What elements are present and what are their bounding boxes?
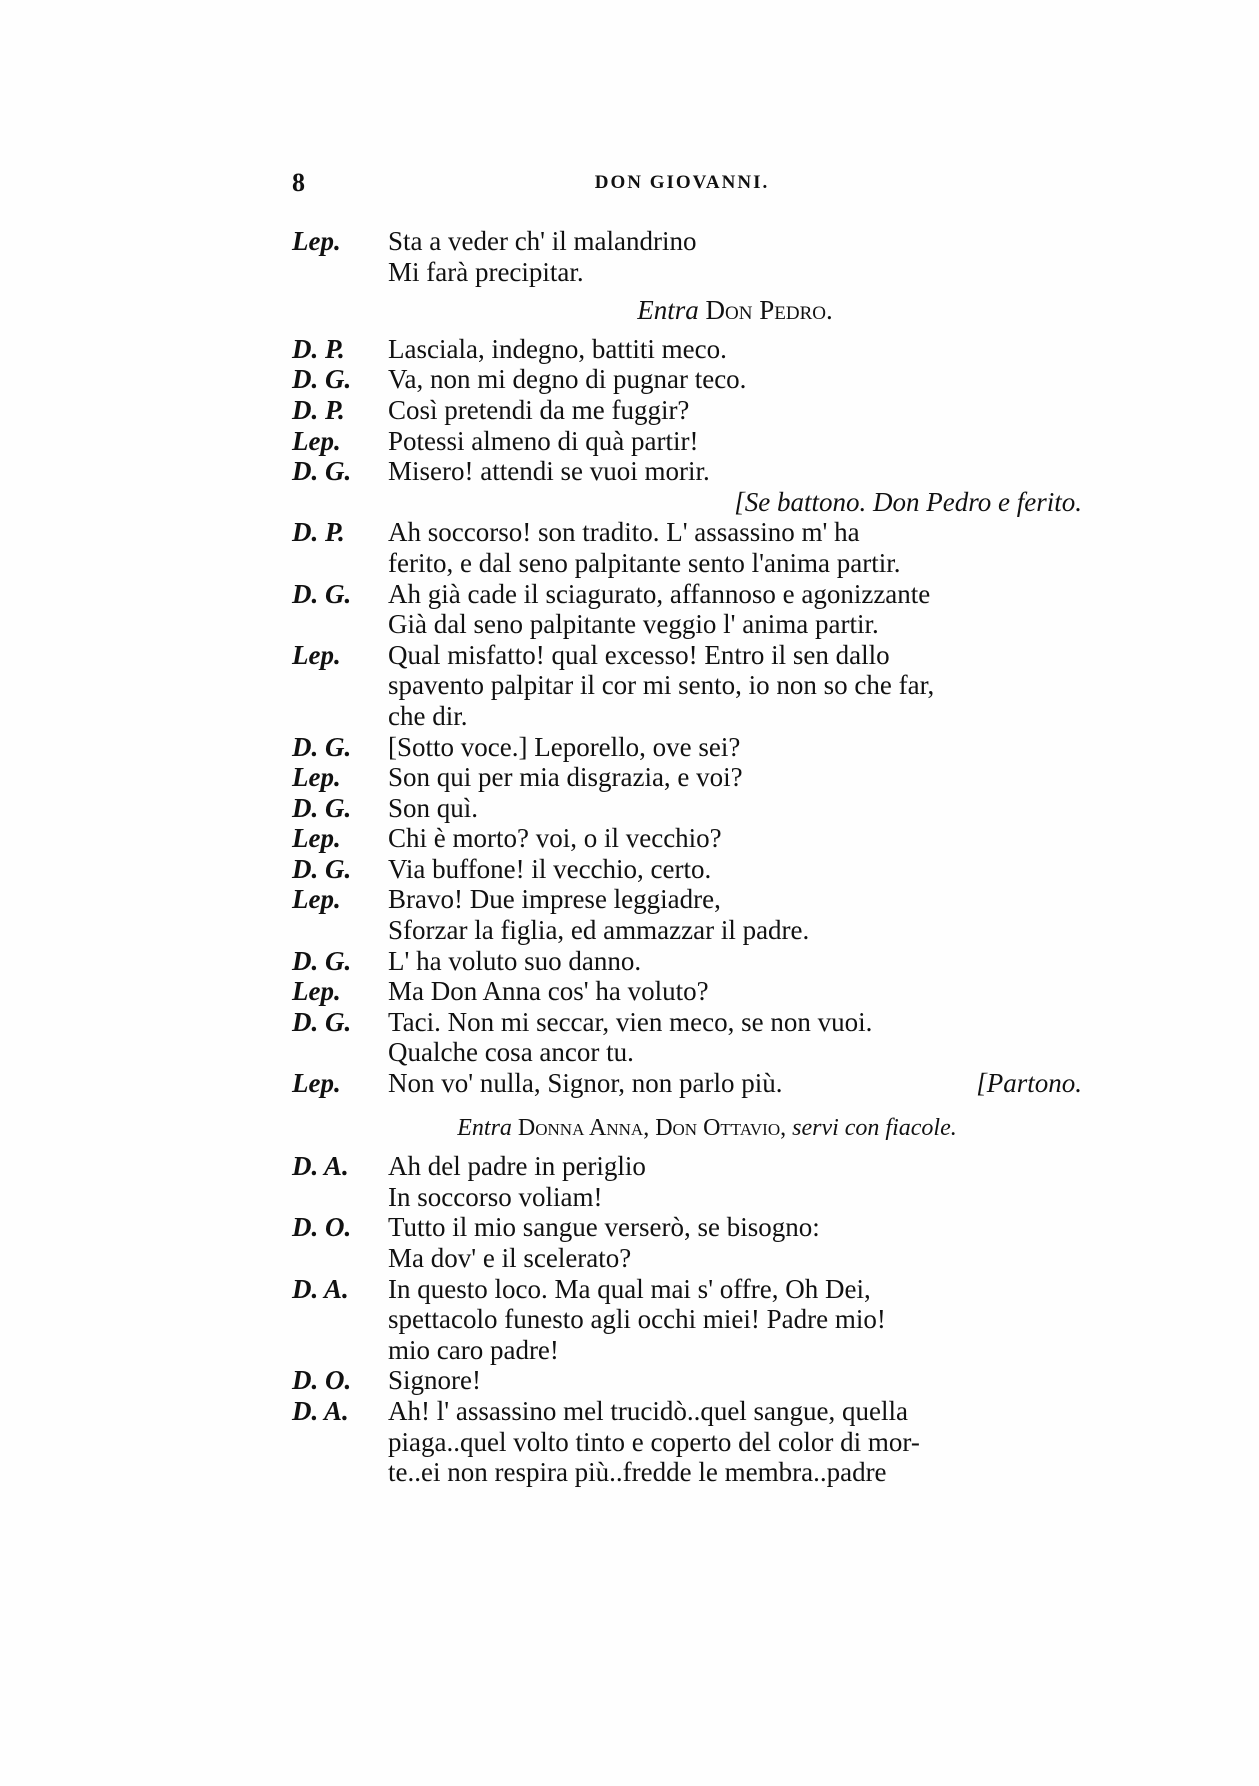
dialogue-line [292,364,1082,395]
dialogue-line [292,1274,1082,1305]
verse: Taci. Non mi seccar, vien meco, se non vuoi. [388,1006,873,1037]
speaker: D. G. [292,1006,352,1037]
speaker: Lep. [292,425,341,456]
verse: Chi è morto? voi, o il vecchio? [388,823,722,854]
verse: Ma Don Anna cos' ha voluto? [388,976,709,1007]
dialogue-line [292,226,1082,257]
dialogue-line [292,1304,1082,1335]
verse: Bravo! Due imprese leggiadre, [388,884,721,915]
dialogue-line [292,915,1082,946]
dialogue-line [292,670,1082,701]
verse: In soccorso voliam! [388,1181,603,1212]
verse: Ah! l' assassino mel trucidò..quel sangue, quella [388,1395,909,1426]
dialogue-line [292,823,1082,854]
entrance-direction [292,1113,1082,1144]
entrance-italic: Entra [457,1114,512,1141]
dialogue-line [292,456,1082,487]
dialogue-line [292,334,1082,365]
speaker: D. O. [292,1365,352,1396]
verse: In questo loco. Ma qual mai s' offre, Oh Dei, [388,1273,871,1304]
speaker: D. G. [292,945,352,976]
verse: Potessi almeno di quà partir! [388,425,699,456]
verse: Signore! [388,1365,481,1396]
dialogue-line [292,701,1082,732]
verse: Così pretendi da me fuggir? [388,394,690,425]
verse: mio caro padre! [388,1334,559,1365]
stage-direction [292,487,1082,518]
dialogue-line [292,257,1082,288]
verse: spettacolo funesto agli occhi miei! Padre mio! [388,1304,886,1335]
page-header [292,168,1072,198]
dialogue-line [292,1396,1082,1427]
dialogue-line [292,548,1082,579]
verse: Va, non mi degno di pugnar teco. [388,364,747,395]
speaker: D. P. [292,517,345,548]
speaker: D. P. [292,333,345,364]
page-number: 8 [292,168,305,197]
dialogue-line [292,579,1082,610]
dialogue-line [292,517,1082,548]
verse: Ah già cade il sciagurato, affannoso e agonizzante [388,578,931,609]
verse: che dir. [388,700,468,731]
entrance-names: Donna Anna, Don Ottavio, [517,1114,787,1141]
verse: Tutto il mio sangue verserò, se bisogno: [388,1212,820,1243]
verse: Via buffone! il vecchio, certo. [388,853,712,884]
dialogue-line [292,640,1082,671]
speaker: D. O. [292,1212,352,1243]
direction-right: [Se battono. Don Pedro e ferito. [734,486,1082,517]
stage-direction [292,295,1082,326]
speaker: D. G. [292,792,352,823]
speaker: Lep. [292,226,341,256]
speaker: Lep. [292,976,341,1007]
verse: Già dal seno palpitante veggio l' anima partir. [388,609,879,640]
verse: Ah soccorso! son tradito. L' assassino m' ha [388,517,860,548]
dialogue-line [292,609,1082,640]
libretto-text [292,226,1082,1488]
direction-italic: Entra [637,295,699,326]
verse: Lasciala, indegno, battiti meco. [388,333,727,364]
verse: Ma dov' e il scelerato? [388,1243,632,1273]
dialogue-line [292,732,1082,763]
verse: L' ha voluto suo danno. [388,945,642,976]
verse: Non vo' nulla, Signor, non parlo più. [388,1068,783,1099]
speaker: Lep. [292,884,341,915]
dialogue-line [292,1427,1082,1458]
dialogue-line [292,793,1082,824]
dialogue-line [292,976,1082,1007]
verse: piaga..quel volto tinto e coperto del color di mor- [388,1426,920,1457]
verse: Qual misfatto! qual excesso! Entro il sen dallo [388,639,890,670]
speaker: D. G. [292,456,352,487]
speaker: D. G. [292,578,352,609]
dialogue-line [292,884,1082,915]
verse: Sforzar la figlia, ed ammazzar il padre. [388,915,810,946]
verse: Ah del padre in periglio [388,1151,646,1182]
verse: ferito, e dal seno palpitante sento l'anima partir. [388,547,901,578]
direction-name: Don Pedro. [705,295,833,326]
dialogue-line [292,1243,1082,1274]
speaker: D. A. [292,1273,349,1304]
dialogue-line [292,1182,1082,1213]
running-title: DON GIOVANNI. [594,172,770,193]
dialogue-line [292,1068,1082,1099]
verse: te..ei non respira più..fredde le membra..padre [388,1457,887,1488]
speaker: D. A. [292,1395,349,1426]
verse: Mi farà precipitar. [388,256,584,287]
dialogue-line [292,854,1082,885]
speaker: D. G. [292,731,352,762]
dialogue-line [292,1037,1082,1068]
direction-right: [Partono. [976,1068,1082,1099]
dialogue-line [292,1365,1082,1396]
verse: [Sotto voce.] Leporello, ove sei? [388,731,741,762]
verse: Qualche cosa ancor tu. [388,1037,634,1068]
speaker: Lep. [292,823,341,854]
entrance-rest: servi con fiacole. [792,1114,957,1141]
verse: Son quì. [388,792,479,823]
verse: Son qui per mia disgrazia, e voi? [388,762,743,793]
dialogue-line [292,1212,1082,1243]
speaker: Lep. [292,1068,341,1099]
verse: Sta a veder ch' il malandrino [388,226,697,256]
dialogue-line [292,395,1082,426]
dialogue-line [292,946,1082,977]
speaker: D. P. [292,394,345,425]
speaker: D. G. [292,853,352,884]
speaker: Lep. [292,762,341,793]
verse: spavento palpitar il cor mi sento, io non so che far, [388,670,935,701]
dialogue-line [292,1335,1082,1366]
dialogue-line [292,1007,1082,1038]
dialogue-line [292,1457,1082,1488]
dialogue-line [292,1151,1082,1182]
dialogue-line [292,762,1082,793]
dialogue-line [292,426,1082,457]
verse: Misero! attendi se vuoi morir. [388,456,710,487]
speaker: D. A. [292,1151,349,1182]
speaker: D. G. [292,364,352,395]
speaker: Lep. [292,639,341,670]
